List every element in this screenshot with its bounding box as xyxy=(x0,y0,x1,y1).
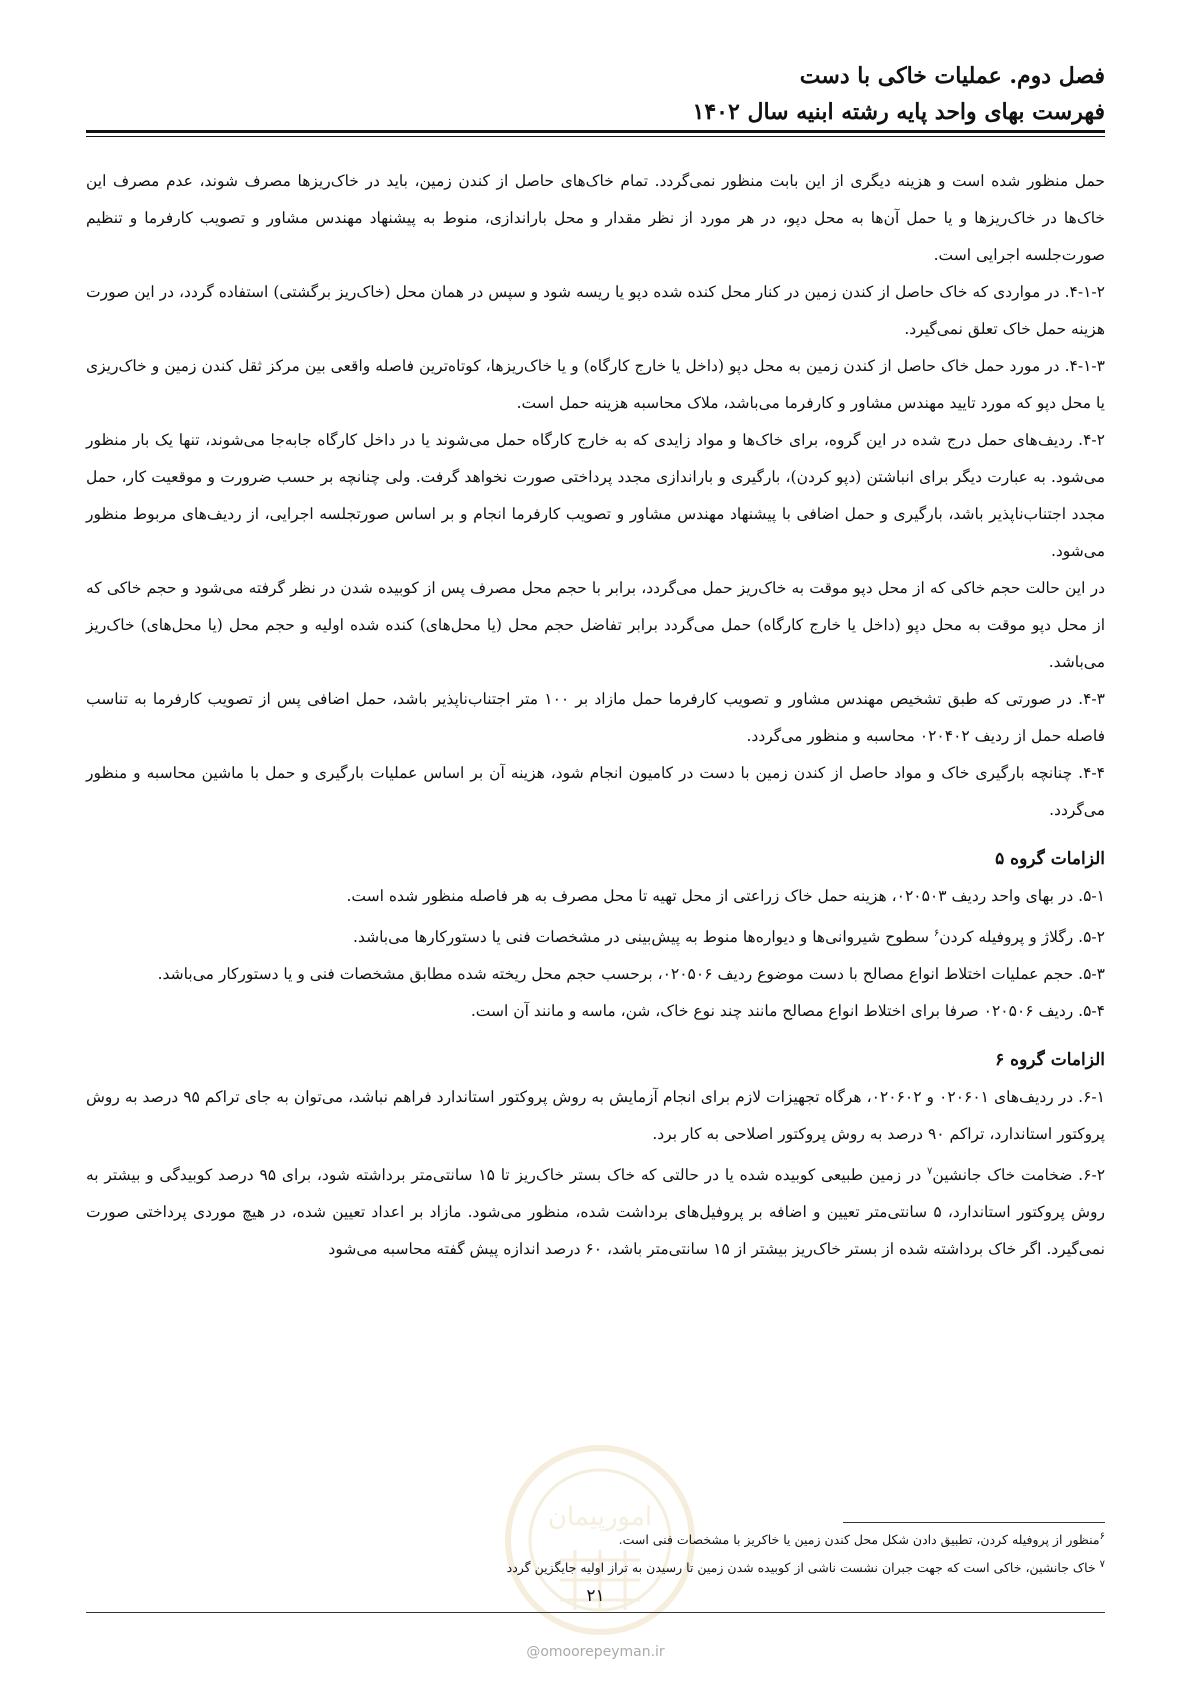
footnote-separator xyxy=(843,1522,1105,1523)
paragraph: ۴-۴. چنانچه بارگیری خاک و مواد حاصل از کندن زمین با دست در کامیون انجام شود، هزینه آن بر اساس عملیات بارگیری و حمل با ماشین محاسبه و منظور می‌گردد. xyxy=(86,764,1105,819)
paragraph: ۴-۲. ردیف‌های حمل درج شده در این گروه، برای خاک‌ها و مواد زایدی که به خارج کارگاه حمل می‌شوند یا در داخل کارگاه جابه‌جا می‌شوند، تنها یک بار منظور می‌شود. به عبارت دیگر برای انباشتن (دپو کردن)، بارگیری و باراندازی مجدد پرداختی صورت نخواهد گرفت. ولی چنانچه بر حسب ضرورت و موقعیت کار، حمل مجدد اجتناب‌ناپذیر باشد، بارگیری و حمل اضافی با پیشنهاد مهندس مشاور و تصویب کارفرما انجام و بر اساس صورتجلسه اجرایی، از ردیف‌های مربوط منظور می‌شود. xyxy=(86,431,1105,560)
section-heading-group6: الزامات گروه ۶ xyxy=(995,1050,1105,1071)
section-heading-group5: الزامات گروه ۵ xyxy=(995,849,1105,869)
header-rule-thin xyxy=(86,136,1105,137)
list-item: ۵-۱. در بهای واحد ردیف ۰۲۰۵۰۳، هزینه حمل خاک زراعتی از محل تهیه تا محل مصرف به هر فاصله منظور شده است. xyxy=(346,887,1105,905)
paragraph: ۴-۳. در صورتی که طبق تشخیص مهندس مشاور و تصویب کارفرما حمل مازاد بر ۱۰۰ متر اجتناب‌ناپذیر باشد، حمل اضافی پس از تصویب کارفرما به تناسب فاصله حمل از ردیف ۰۲۰۴۰۲ محاسبه و منظور می‌گردد. xyxy=(86,690,1105,745)
paragraph: ۴-۱-۲. در مواردی که خاک حاصل از کندن زمین در کنار محل کنده شده دپو یا ریسه شود و سپس در همان محل (خاک‌ریز برگشتی) استفاده گردد، در این صورت هزینه حمل خاک تعلق نمی‌گیرد. xyxy=(86,283,1105,338)
page-header xyxy=(693,58,1105,130)
list-item: ۵-۴. ردیف ۰۲۰۵۰۶ صرفا برای اختلاط انواع مصالح مانند چند نوع خاک، شن، ماسه و مانند آن است. xyxy=(470,1002,1105,1021)
paragraph: در این حالت حجم خاکی که از محل دپو موقت به خاک‌ریز حمل می‌گردد، برابر با حجم محل مصرف پس از کوبیده شدن در نظر گرفته می‌شود و حجم خاکی که از محل دپو موقت به محل دپو (داخل یا خارج کارگاه) حمل می‌گردد برابر تفاضل حجم محل (یا محل‌های) کنده شده اولیه و حجم محل (یا محل‌های) خاک‌ریز می‌باشد. xyxy=(86,579,1105,671)
watermark-url: @omoorepeyman.ir xyxy=(526,1644,665,1660)
footer-rule xyxy=(86,1612,1105,1613)
footnote: $^۷$ خاک جانشین، خاکی است که جهت جبران نشست ناشی از کوبیده شدن زمین تا رسیدن به تراز اولیه جایگزین گردد xyxy=(506,1559,1105,1576)
chapter-title: فصل دوم. عملیات خاکی با دست xyxy=(799,63,1105,89)
page-number: ۲۱ xyxy=(586,1586,605,1606)
footnote-ref: ۶ xyxy=(933,928,940,939)
header-rule-thick xyxy=(86,130,1105,133)
list-item: ۶-۱. در ردیف‌های ۰۲۰۶۰۱ و ۰۲۰۶۰۲، هرگاه تجهیزات لازم برای انجام آزمایش به روش پروکتور استاندارد فراهم نباشد، می‌توان به جای تراکم ۹۵ درصد به روش پروکتور استاندارد، تراکم ۹۰ درصد به روش پروکتور اصلاحی به کار برد. xyxy=(86,1088,1105,1144)
footnote: $^۶$منظور از پروفیله کردن، تطبیق دادن شکل محل کندن زمین یا خاکریز با مشخصات فنی است. xyxy=(618,1531,1105,1548)
list-item: ۶-۲. ضخامت خاک جانشین$^۷$ در زمین طبیعی کوبیده شده یا در حالتی که خاک بستر خاک‌ریز تا ۱۵ سانتی‌متر برداشته شود، برای ۹۵ درصد کوبیدگی و بیشتر به روش پروکتور استاندارد، ۵ سانتی‌متر تعیین و اضافه بر پروفیل‌های برداشت شده، منظور می‌شود. مازاد بر اعداد تعیین شده، در هیچ موردی پرداختی صورت نمی‌گیرد. اگر خاک برداشته شده از بستر خاک‌ریز بیشتر از ۱۵ سانتی‌متر باشد، ۶۰ درصد اندازه پیش گفته محاسبه می‌شود xyxy=(86,1166,1106,1259)
svg-text:امورپیمان: امورپیمان xyxy=(547,1502,653,1532)
footnote-ref: ۷ xyxy=(927,1166,933,1178)
document-subtitle: فهرست بهای واحد پایه رشته ابنیه سال ۱۴۰۲ xyxy=(692,99,1105,125)
list-item: ۵-۲. رگلاژ و پروفیله کردن$^۶$ سطوح شیروانی‌ها و دیواره‌ها منوط به پیش‌بینی در مشخصات فنی یا دستورکارها می‌باشد. xyxy=(353,928,1105,947)
paragraph: ۴-۱-۳. در مورد حمل خاک حاصل از کندن زمین به محل دپو (داخل یا خارج کارگاه) و یا خاک‌ریزها، کوتاه‌ترین فاصله واقعی بین مرکز ثقل کندن زمین و خاک‌ریزی یا محل دپو که مورد تایید مهندس مشاور و کارفرما می‌باشد، ملاک محاسبه هزینه حمل است. xyxy=(86,357,1105,412)
document-body xyxy=(86,163,1105,1268)
paragraph: حمل منظور شده است و هزینه دیگری از این بابت منظور نمی‌گردد. تمام خاک‌های حاصل از کندن زمین، باید در خاک‌ریزها مصرف شوند، عدم مصرف این خاک‌ها در خاک‌ریزها و یا حمل آن‌ها به محل دپو، در هر مورد از نظر مقدار و محل باراندازی، منوط به پیشنهاد مهندس مشاور و تصویب کارفرما و تنظیم صورت‌جلسه اجرایی است. xyxy=(86,172,1105,264)
list-item: ۵-۳. حجم عملیات اختلاط انواع مصالح با دست موضوع ردیف ۰۲۰۵۰۶، برحسب حجم محل ریخته شده مطابق مشخصات فنی و یا دستورکار می‌باشد. xyxy=(157,965,1105,984)
